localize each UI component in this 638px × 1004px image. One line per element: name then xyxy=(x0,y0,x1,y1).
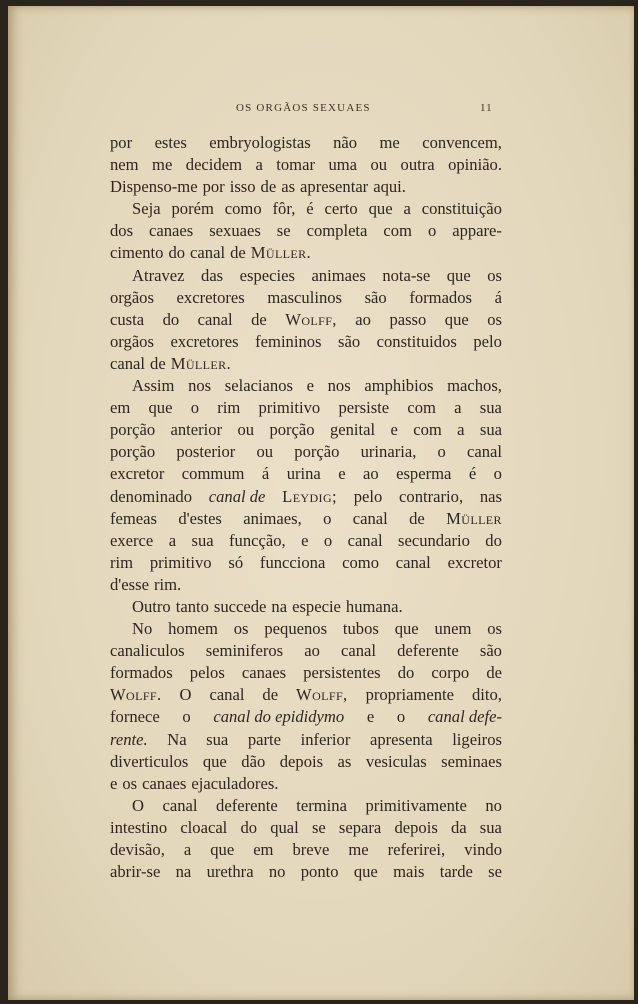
word: urinaria, xyxy=(360,442,417,462)
word: rim xyxy=(217,398,241,418)
word: canal xyxy=(340,641,376,661)
word: sua xyxy=(479,420,502,440)
word: ponto xyxy=(300,862,339,882)
word: canal de xyxy=(208,486,266,506)
text-line xyxy=(110,684,502,706)
word: mais xyxy=(393,862,425,882)
word: que xyxy=(394,619,419,639)
word: canaes xyxy=(142,773,187,793)
word: por xyxy=(202,177,225,197)
word: outra xyxy=(400,155,435,175)
word: primitivo xyxy=(149,552,212,572)
word: masculinos xyxy=(267,287,342,307)
text-line xyxy=(110,640,502,662)
word: certo xyxy=(324,199,358,219)
word: canal xyxy=(209,685,245,705)
word: á xyxy=(494,287,502,307)
word: do xyxy=(168,243,186,263)
word: de xyxy=(260,177,277,197)
word: contrario, xyxy=(399,486,464,506)
word: que xyxy=(148,398,173,418)
word: exerce xyxy=(110,530,154,550)
word: porção xyxy=(110,442,156,462)
word: do xyxy=(485,530,502,550)
word: ou xyxy=(256,442,274,462)
word: canal xyxy=(347,530,383,550)
word: da xyxy=(450,817,467,837)
word: e xyxy=(366,707,375,727)
word: Seja xyxy=(132,199,161,219)
word: com xyxy=(383,221,412,241)
word: rim xyxy=(110,552,134,572)
word: O xyxy=(179,685,192,705)
word: funcciona xyxy=(259,552,326,572)
word: as xyxy=(337,751,352,771)
word: canal xyxy=(466,442,502,462)
running-title: OS ORGÃOS SEXUAES xyxy=(236,102,371,114)
text-line xyxy=(110,397,502,419)
word: que xyxy=(202,751,227,771)
word: corpo xyxy=(431,663,470,683)
text-line xyxy=(110,176,502,198)
word: secundario xyxy=(398,530,470,550)
word: commum xyxy=(181,464,245,484)
text-line xyxy=(110,198,502,220)
word: e xyxy=(338,464,346,484)
word: do xyxy=(162,309,180,329)
word: esperma xyxy=(396,464,452,484)
word: é xyxy=(306,199,314,219)
text-line xyxy=(110,574,502,596)
text-line xyxy=(110,839,502,861)
word: appare- xyxy=(452,221,502,241)
word: Leydig; xyxy=(282,486,338,506)
word: no xyxy=(485,795,502,815)
word: Na xyxy=(167,729,187,749)
word: os xyxy=(233,619,249,639)
word: são xyxy=(338,331,361,351)
word: as xyxy=(281,177,296,197)
word: são xyxy=(479,641,502,661)
text-line xyxy=(110,265,502,287)
text-line xyxy=(110,861,502,883)
word: se xyxy=(276,221,291,241)
text-line xyxy=(110,419,502,441)
word: inferior xyxy=(300,729,351,749)
text-line xyxy=(110,309,502,331)
text-line xyxy=(110,729,502,751)
word: seminiferos xyxy=(205,641,284,661)
word: porção xyxy=(269,420,315,440)
word: succede xyxy=(213,596,267,616)
word: tanto xyxy=(175,596,209,616)
text-line xyxy=(110,463,502,485)
word: Assim xyxy=(132,376,175,396)
word: e xyxy=(306,376,314,396)
word: o xyxy=(437,442,446,462)
word: excretor xyxy=(110,464,165,484)
word: breve xyxy=(292,840,330,859)
word: que xyxy=(444,309,469,329)
word: convencem, xyxy=(422,133,502,152)
word: especie xyxy=(292,596,341,616)
word: o xyxy=(323,530,333,550)
word: dito, xyxy=(471,685,502,705)
word: porção xyxy=(110,420,156,440)
word: deferente xyxy=(397,641,459,661)
text-line xyxy=(110,530,502,552)
text-line xyxy=(110,353,502,375)
word: canal xyxy=(110,353,146,373)
word: rim. xyxy=(153,574,182,594)
word: é xyxy=(468,464,477,484)
word: que xyxy=(210,840,235,859)
text-line xyxy=(110,596,502,618)
word: primitivamente xyxy=(365,795,467,815)
word: como xyxy=(224,199,262,219)
word: Müller. xyxy=(250,243,312,263)
word: humana. xyxy=(345,596,403,616)
word: orgãos xyxy=(110,287,154,307)
word: nota-se xyxy=(382,265,431,285)
word: se xyxy=(488,862,502,882)
word: No xyxy=(132,619,153,639)
word: ao xyxy=(355,309,371,329)
word: Müller. xyxy=(170,353,232,373)
word: o xyxy=(190,398,199,418)
word: persistentes xyxy=(303,663,381,683)
word: de xyxy=(150,353,166,373)
text-line xyxy=(110,508,502,530)
word: machos, xyxy=(447,376,502,396)
word: o xyxy=(323,508,332,528)
word: animaes, xyxy=(243,508,302,528)
text-line xyxy=(110,618,502,640)
word: apresentar xyxy=(300,177,369,197)
word: que xyxy=(446,265,471,285)
word: a xyxy=(454,398,462,418)
text-line xyxy=(110,817,502,839)
word: anterior xyxy=(170,420,223,440)
word: na xyxy=(271,596,288,616)
word: formados xyxy=(110,663,173,683)
word: funcção, xyxy=(229,530,286,550)
word: dão xyxy=(241,751,266,771)
word: urethra xyxy=(206,862,254,882)
word: intestino xyxy=(110,817,168,837)
word: Wolff, xyxy=(296,685,348,705)
word: separa xyxy=(338,817,382,837)
body-text xyxy=(110,132,502,883)
word: canaliculos xyxy=(110,641,185,661)
word: os xyxy=(487,309,502,329)
word: não xyxy=(333,133,358,152)
word: devisão, xyxy=(110,840,165,859)
word: custa xyxy=(110,309,145,329)
word: depois xyxy=(279,751,324,771)
word: que xyxy=(353,862,378,882)
word: me xyxy=(152,155,173,175)
text-line xyxy=(110,773,502,795)
word: por xyxy=(110,133,133,152)
text-line xyxy=(110,552,502,574)
word: ou xyxy=(370,155,388,175)
word: me xyxy=(379,133,400,152)
word: primitivo xyxy=(258,398,321,418)
word: d'esse xyxy=(110,574,149,594)
word: me xyxy=(348,840,369,859)
word: nos xyxy=(188,376,212,396)
word: com xyxy=(407,398,436,418)
text-line xyxy=(110,220,502,242)
word: selacianos xyxy=(224,376,293,396)
word: Outro xyxy=(132,596,171,616)
word: Wolff, xyxy=(285,309,337,329)
text-line xyxy=(110,154,502,176)
word: em xyxy=(253,840,274,859)
word: os xyxy=(487,619,502,639)
word: só xyxy=(228,552,244,572)
word: sexuaes xyxy=(209,221,261,241)
word: femininos xyxy=(255,331,322,351)
word: qual xyxy=(270,817,299,837)
word: nas xyxy=(479,486,502,506)
word: embryologistas xyxy=(209,133,311,152)
word: cloacal xyxy=(180,817,228,837)
word: canal xyxy=(197,309,233,329)
word: a xyxy=(403,199,411,219)
word: tubos xyxy=(342,619,379,639)
word: completa xyxy=(306,221,368,241)
word: pequenos xyxy=(264,619,328,639)
text-line xyxy=(110,132,502,154)
text-line xyxy=(110,287,502,309)
word: e xyxy=(390,420,398,440)
book-page xyxy=(8,6,634,1000)
word: os xyxy=(487,265,502,285)
word: excretor xyxy=(447,552,502,572)
word: posterior xyxy=(176,442,236,462)
word: canal xyxy=(162,795,198,815)
word: vesiculas xyxy=(365,751,427,771)
word: a xyxy=(168,530,177,550)
word: a xyxy=(255,155,263,175)
word: excretores xyxy=(176,287,245,307)
word: como xyxy=(342,552,379,572)
word: do xyxy=(397,663,415,683)
word: sua xyxy=(479,817,502,837)
word: constituidos xyxy=(376,331,457,351)
word: são xyxy=(364,287,387,307)
page-header xyxy=(8,102,634,118)
word: fornece xyxy=(110,707,160,727)
word: termina xyxy=(296,795,347,815)
word: canal do epididymo xyxy=(213,707,345,727)
text-line xyxy=(110,375,502,397)
word: apresenta xyxy=(369,729,433,749)
word: de xyxy=(251,309,267,329)
word: especies xyxy=(239,265,295,285)
word: Wolff. xyxy=(110,685,162,705)
word: depois xyxy=(394,817,438,837)
word: parte xyxy=(247,729,282,749)
word: persiste xyxy=(338,398,390,418)
text-line xyxy=(110,662,502,684)
word: o xyxy=(396,707,406,727)
text-line xyxy=(110,441,502,463)
word: de xyxy=(409,508,425,528)
word: nos xyxy=(327,376,351,396)
word: unem xyxy=(434,619,472,639)
word: o xyxy=(182,707,191,727)
word: dos xyxy=(110,221,134,241)
page-number: 11 xyxy=(480,102,493,114)
word: de xyxy=(262,685,279,705)
word: deferente xyxy=(216,795,278,815)
word: pelo xyxy=(353,486,383,506)
word: na xyxy=(175,862,192,882)
text-line xyxy=(110,331,502,353)
word: abrir-se xyxy=(110,862,161,882)
word: ligeiros xyxy=(452,729,502,749)
text-line xyxy=(110,795,502,817)
word: estes xyxy=(154,133,187,152)
word: se xyxy=(311,817,326,837)
text-line xyxy=(110,242,502,264)
word: os xyxy=(122,773,138,793)
word: isso xyxy=(229,177,256,197)
word: decidem xyxy=(185,155,242,175)
word: passo xyxy=(389,309,427,329)
word: animaes xyxy=(311,265,366,285)
word: Müller xyxy=(446,508,502,528)
word: com xyxy=(413,420,442,440)
word: de xyxy=(230,243,246,263)
word: porção xyxy=(294,442,340,462)
word: urina xyxy=(286,464,321,484)
word: á xyxy=(261,464,270,484)
word: e xyxy=(110,773,118,793)
word: fôr, xyxy=(272,199,296,219)
word: sua xyxy=(479,398,502,418)
word: constituição xyxy=(421,199,502,219)
word: canaes xyxy=(149,221,194,241)
word: vindo xyxy=(464,840,502,859)
word: excretores xyxy=(170,331,239,351)
word: sua xyxy=(191,530,214,550)
word: canaes xyxy=(241,663,287,683)
word: ou xyxy=(237,420,255,440)
word: seminaes xyxy=(441,751,502,771)
word: femeas xyxy=(110,508,157,528)
word: o xyxy=(427,221,437,241)
word: ao xyxy=(363,464,379,484)
word: cimento xyxy=(110,243,164,263)
text-line xyxy=(110,486,502,508)
text-line xyxy=(110,751,502,773)
word: canal xyxy=(190,243,226,263)
word: tomar xyxy=(276,155,315,175)
word: sua xyxy=(206,729,229,749)
word: propriamente xyxy=(365,685,455,705)
word: no xyxy=(268,862,286,882)
word: de xyxy=(486,663,502,683)
word: Dispenso-me xyxy=(110,177,198,197)
word: pelos xyxy=(189,663,225,683)
word: homem xyxy=(168,619,218,639)
word: denominado xyxy=(110,486,193,506)
word: em xyxy=(110,398,131,418)
word: a xyxy=(457,420,465,440)
word: genital xyxy=(329,420,376,440)
word: amphibios xyxy=(364,376,434,396)
word: das xyxy=(201,265,224,285)
word: O xyxy=(132,795,144,815)
text-line xyxy=(110,706,502,728)
word: diverticulos xyxy=(110,751,189,771)
word: a xyxy=(183,840,192,859)
word: rente. xyxy=(110,729,148,749)
word: pelo xyxy=(473,331,502,351)
word: formados xyxy=(409,287,472,307)
word: o xyxy=(493,464,502,484)
word: ejaculadores. xyxy=(191,773,279,793)
word: nem xyxy=(110,155,139,175)
word: canal defe- xyxy=(427,707,502,727)
word: porém xyxy=(171,199,214,219)
word: do xyxy=(240,817,258,837)
word: orgãos xyxy=(110,331,154,351)
word: canal xyxy=(352,508,388,528)
word: tarde xyxy=(439,862,473,882)
word: que xyxy=(368,199,393,219)
word: aqui. xyxy=(373,177,406,197)
word: referirei, xyxy=(387,840,446,859)
word: opinião. xyxy=(448,155,502,175)
word: canal xyxy=(395,552,431,572)
word: e xyxy=(301,530,309,550)
word: Atravez xyxy=(132,265,185,285)
word: ao xyxy=(304,641,320,661)
word: uma xyxy=(328,155,358,175)
word: d'estes xyxy=(178,508,222,528)
